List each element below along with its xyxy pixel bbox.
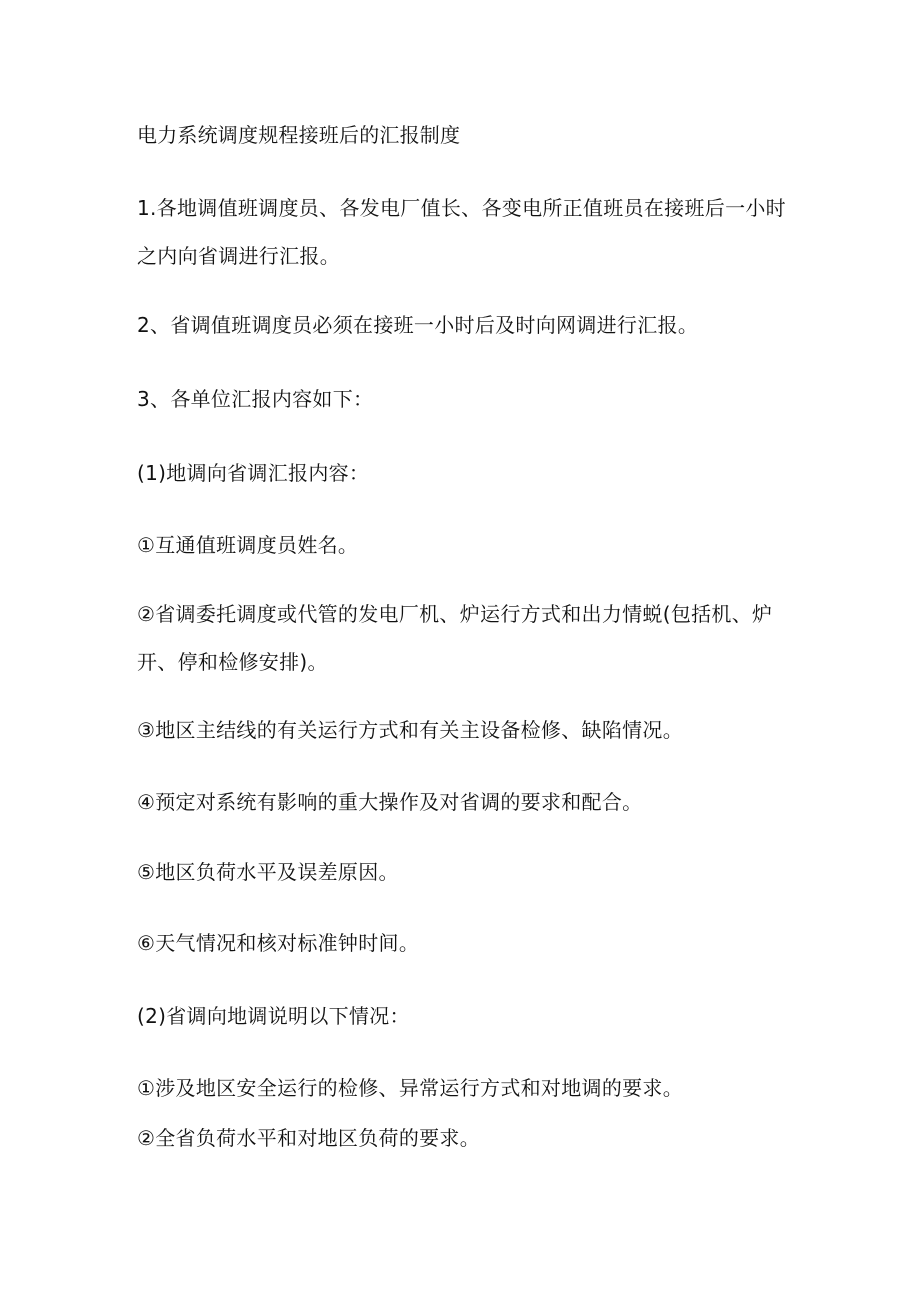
- document-title: 电力系统调度规程接班后的汇报制度: [137, 123, 461, 147]
- section-1-item-4: ④预定对系统有影响的重大操作及对省调的要求和配合。: [137, 790, 643, 814]
- section-1-item-5: ⑤地区负荷水平及误差原因。: [137, 860, 399, 884]
- section-1-item-2: ②省调委托调度或代管的发电厂机、炉运行方式和出力情蜕(包括机、炉开、停和检修安排)。: [137, 602, 773, 674]
- section-2-item-1: ①涉及地区安全运行的检修、异常运行方式和对地调的要求。: [137, 1076, 684, 1100]
- section-1-item-6: ⑥天气情况和核对标准钟时间。: [137, 931, 420, 955]
- section-2-item-2: ②全省负荷水平和对地区负荷的要求。: [137, 1126, 481, 1150]
- paragraph-2: 2、省调值班调度员必须在接班一小时后及时向网调进行汇报。: [137, 313, 699, 337]
- section-1-item-1: ①互通值班调度员姓名。: [137, 533, 359, 557]
- section-1-heading: (1)地调向省调汇报内容：: [137, 461, 370, 485]
- paragraph-1: 1.各地调值班调度员、各发电厂值长、各变电所正值班员在接班后一小时之内向省调进行汇报。: [137, 196, 786, 268]
- section-1-item-3: ③地区主结线的有关运行方式和有关主设备检修、缺陷情况。: [137, 718, 684, 742]
- paragraph-3: 3、各单位汇报内容如下：: [137, 387, 374, 411]
- section-2-heading: (2)省调向地调说明以下情况：: [137, 1004, 410, 1028]
